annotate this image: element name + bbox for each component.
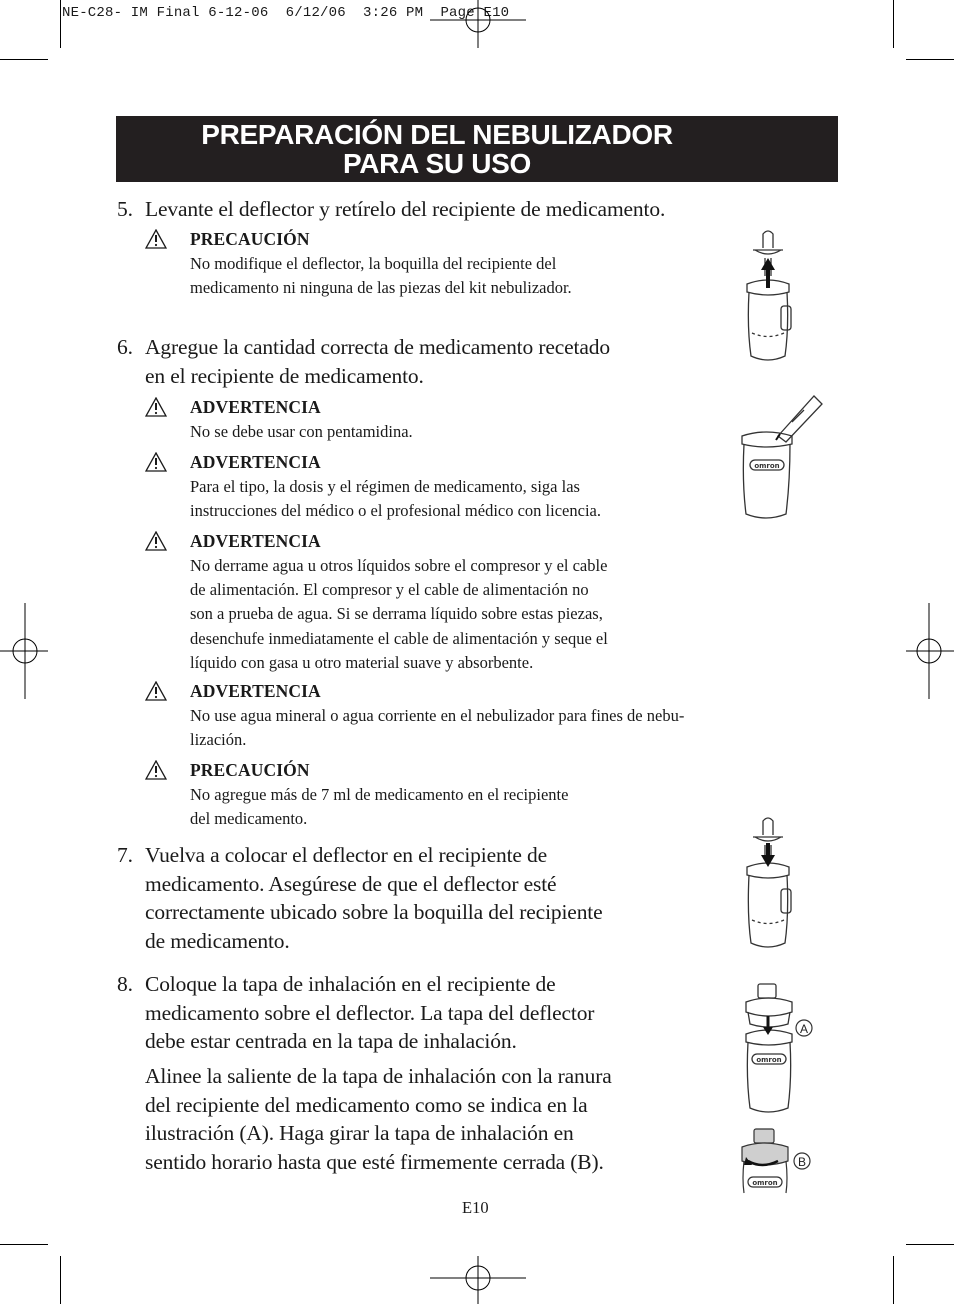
crop-mark [906, 1244, 954, 1245]
notice-heading: ADVERTENCIA [190, 397, 321, 417]
brand-label: omron [752, 1179, 778, 1187]
step-text: Levante el deflector y retírelo del recipiente de medicamento. [145, 197, 666, 221]
crop-mark [906, 59, 954, 60]
registration-mark-icon [906, 603, 954, 699]
crop-mark [60, 1256, 61, 1304]
step-number: 5. [117, 197, 133, 221]
step-number: 6. [117, 335, 133, 359]
notice-heading: ADVERTENCIA [190, 681, 321, 701]
warning-triangle-icon [145, 531, 167, 551]
illustration-replace-deflector [735, 815, 801, 955]
registration-mark-icon [0, 603, 48, 699]
warning-triangle-icon [145, 397, 167, 417]
notice-body: No agregue más de 7 ml de medicamento en el recipiente del medicamento. [190, 785, 569, 829]
crop-mark [60, 0, 61, 48]
page-title [116, 116, 838, 182]
brand-label: omron [756, 1056, 782, 1064]
figure-label-b: B [797, 1155, 807, 1169]
warning-triangle-icon [145, 760, 167, 780]
illustration-add-medication [736, 392, 826, 522]
notice-heading: ADVERTENCIA [190, 531, 321, 551]
crop-mark [893, 0, 894, 48]
figure-label-a: A [799, 1022, 809, 1036]
brand-label: omron [754, 462, 780, 470]
notice-body: No use agua mineral o agua corriente en el nebulizador para fines de nebu- lización. [190, 706, 685, 750]
notice-heading: PRECAUCIÓN [190, 229, 310, 249]
registration-mark-icon [430, 0, 526, 48]
step-text: Coloque la tapa de inhalación en el recipiente de medicamento sobre el deflector. La tapa del deflector debe estar centrada en la tapa de inhalación. [145, 972, 595, 1054]
notice-body: No modifique el deflector, la boquilla del recipiente del medicamento ni ninguna de las piezas del kit nebulizador. [190, 254, 572, 298]
notice-body: No derrame agua u otros líquidos sobre el compresor y el cable de alimentación. El compresor y el cable de alimentación no son a prueba de agua. Si se derrama líquido sobre estas piezas, desenchufe inmediatamente el cable de alimentación y seque el líquido con gasa u otro material suave y absorbente. [190, 556, 608, 672]
step-text: Vuelva a colocar el deflector en el recipiente de medicamento. Asegúrese de que el deflector esté correctamente ubicado sobre la boquilla del recipiente de medicamento. [145, 843, 603, 953]
page-title-line-1: PREPARACIÓN DEL NEBULIZADOR [201, 119, 673, 150]
crop-mark [0, 59, 48, 60]
print-slug: NE-C28- IM Final 6-12-06 6/12/06 3:26 PM Page E10 [62, 5, 510, 21]
illustration-remove-deflector [735, 228, 801, 368]
illustration-attach-cap-b [738, 1125, 818, 1195]
warning-triangle-icon [145, 229, 167, 249]
notice-heading: ADVERTENCIA [190, 452, 321, 472]
crop-mark [893, 1256, 894, 1304]
registration-mark-icon [430, 1256, 526, 1304]
step-number: 8. [117, 972, 133, 996]
step-text-continued: Alinee la saliente de la tapa de inhalación con la ranura del recipiente del medicamento como se indica en la ilustración (A). Haga girar la tapa de inhalación en sentido horario hasta que esté firmemente cerrada (B). [145, 1064, 612, 1174]
notice-body: Para el tipo, la dosis y el régimen de medicamento, siga las instrucciones del médico o el profesional médico con licencia. [190, 477, 601, 521]
page-number: E10 [462, 1198, 489, 1217]
notice-body: No se debe usar con pentamidina. [190, 422, 413, 441]
step-number: 7. [117, 843, 133, 867]
warning-triangle-icon [145, 452, 167, 472]
crop-mark [0, 1244, 48, 1245]
illustration-attach-cap-a [738, 982, 818, 1116]
page-title-line-2: PARA SU USO [342, 148, 532, 179]
warning-triangle-icon [145, 681, 167, 701]
step-text: Agregue la cantidad correcta de medicamento recetado en el recipiente de medicamento. [145, 335, 610, 388]
notice-heading: PRECAUCIÓN [190, 760, 310, 780]
